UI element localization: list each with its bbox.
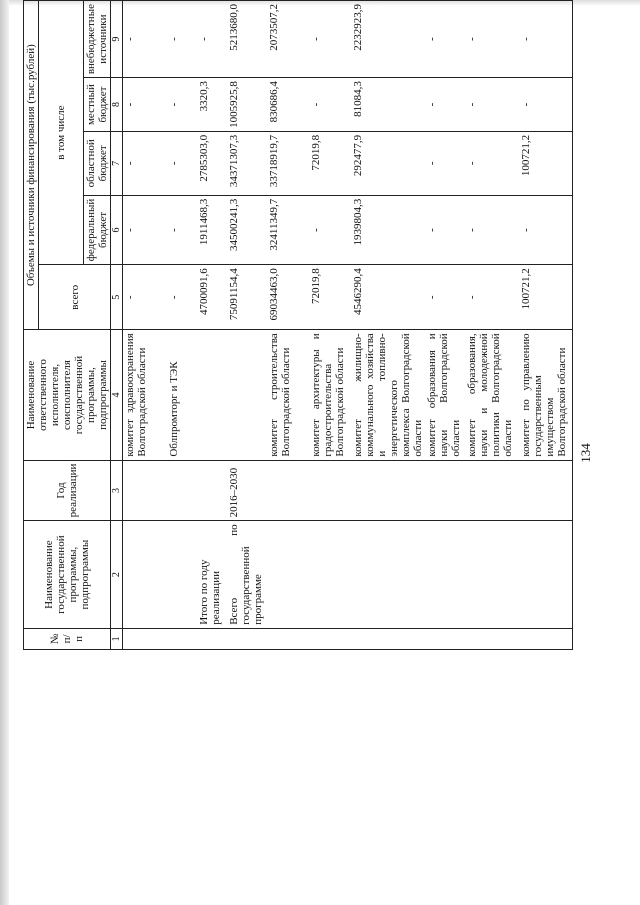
table-row xyxy=(227,1,267,650)
cell-local: - xyxy=(167,78,197,132)
cell-year xyxy=(519,460,573,521)
cell-executor: комитет архитектуры и градостроительства Волгоградской области xyxy=(309,330,351,460)
table-row xyxy=(519,1,573,650)
cell-local: - xyxy=(309,78,351,132)
column-number: 1 xyxy=(111,628,123,649)
header-name: Наименование государственной программы, подпрограммы xyxy=(24,521,111,628)
cell-name xyxy=(167,521,197,628)
cell-name xyxy=(309,521,351,628)
table-row xyxy=(267,1,309,650)
cell-regional: 34371307,3 xyxy=(227,131,267,195)
table-row xyxy=(309,1,351,650)
cell-total: 69034463,0 xyxy=(267,265,309,330)
cell-extra: - xyxy=(123,1,167,78)
cell-federal: - xyxy=(167,195,197,265)
cell-total: 4546290,4 xyxy=(351,265,425,330)
cell-extra: 5213680,0 xyxy=(227,1,267,78)
cell-regional: - xyxy=(167,131,197,195)
cell-federal: 1939804,3 xyxy=(351,195,425,265)
cell-federal: - xyxy=(123,195,167,265)
cell-extra: - xyxy=(425,1,465,78)
cell-name xyxy=(519,521,573,628)
cell-extra: 2073507,2 xyxy=(267,1,309,78)
cell-executor: комитет образования и науки Волгоградской области xyxy=(425,330,465,460)
column-number: 8 xyxy=(111,78,123,132)
column-number: 3 xyxy=(111,460,123,521)
cell-year xyxy=(425,460,465,521)
cell-federal: - xyxy=(519,195,573,265)
cell-total: - xyxy=(123,265,167,330)
cell-regional: 2785303,0 xyxy=(197,131,227,195)
cell-no xyxy=(267,628,309,649)
cell-executor: Облпромторг и ТЭК xyxy=(167,330,197,460)
cell-executor: комитет жилищно-коммунального хозяйства и топливно-энергетического комплекса Волгоградской области xyxy=(351,330,425,460)
cell-total: 4700091,6 xyxy=(197,265,227,330)
table-row xyxy=(351,1,425,650)
cell-year xyxy=(351,460,425,521)
cell-year: 2016–2030 xyxy=(227,460,267,521)
cell-no xyxy=(167,628,197,649)
cell-no xyxy=(425,628,465,649)
cell-local: 1005925,8 xyxy=(227,78,267,132)
cell-executor: комитет по управлению государственным имуществом Волгоградской области xyxy=(519,330,573,460)
cell-local: 830686,4 xyxy=(267,78,309,132)
cell-local: - xyxy=(465,78,519,132)
cell-no xyxy=(519,628,573,649)
cell-local: - xyxy=(425,78,465,132)
cell-federal: - xyxy=(465,195,519,265)
cell-regional: 100721,2 xyxy=(519,131,573,195)
cell-extra: - xyxy=(465,1,519,78)
cell-no xyxy=(351,628,425,649)
cell-executor: комитет образования, науки и молодежной политики Волгоградской области xyxy=(465,330,519,460)
column-number: 6 xyxy=(111,195,123,265)
cell-local: 81084,3 xyxy=(351,78,425,132)
header-year: Год реализации xyxy=(24,460,111,521)
cell-federal: - xyxy=(309,195,351,265)
cell-year xyxy=(197,460,227,521)
column-number-row xyxy=(111,1,123,650)
cell-total: - xyxy=(167,265,197,330)
cell-total: - xyxy=(425,265,465,330)
column-number: 2 xyxy=(111,521,123,628)
cell-regional: 33718919,7 xyxy=(267,131,309,195)
cell-total: - xyxy=(465,265,519,330)
table-row xyxy=(465,1,519,650)
column-number: 5 xyxy=(111,265,123,330)
cell-local: - xyxy=(123,78,167,132)
cell-extra: - xyxy=(197,1,227,78)
cell-year xyxy=(267,460,309,521)
cell-regional: 292477,9 xyxy=(351,131,425,195)
header-executor: Наименование ответственного исполнителя, соисполнителя государственной программы, подпрограммы xyxy=(24,330,111,460)
cell-name xyxy=(351,521,425,628)
header-extra: внебюджетные источники xyxy=(84,1,111,78)
cell-no xyxy=(309,628,351,649)
cell-no xyxy=(123,628,167,649)
cell-executor xyxy=(227,330,267,460)
cell-local: - xyxy=(519,78,573,132)
cell-regional: - xyxy=(425,131,465,195)
cell-executor: комитет строительства Волгоградской области xyxy=(267,330,309,460)
cell-year xyxy=(123,460,167,521)
cell-local: 3320,3 xyxy=(197,78,227,132)
header-federal: федеральный бюджет xyxy=(84,195,111,265)
header-volumes: Объемы и источники финансирования (тыс.рублей) xyxy=(24,1,39,330)
cell-total: 100721,2 xyxy=(519,265,573,330)
table-row xyxy=(167,1,197,650)
cell-name xyxy=(425,521,465,628)
cell-regional: - xyxy=(123,131,167,195)
cell-extra: - xyxy=(167,1,197,78)
cell-total: 72019,8 xyxy=(309,265,351,330)
cell-executor: комитет здравоохранения Волгоградской области xyxy=(123,330,167,460)
table-row xyxy=(425,1,465,650)
cell-extra: 2232923,9 xyxy=(351,1,425,78)
cell-no xyxy=(465,628,519,649)
cell-no xyxy=(227,628,267,649)
page-number: 134 xyxy=(578,443,593,463)
cell-federal: 32411349,7 xyxy=(267,195,309,265)
cell-no xyxy=(197,628,227,649)
cell-name xyxy=(123,521,167,628)
header-regional: областной бюджет xyxy=(84,131,111,195)
column-number: 4 xyxy=(111,330,123,460)
cell-executor xyxy=(197,330,227,460)
cell-total: 75091154,4 xyxy=(227,265,267,330)
cell-federal: - xyxy=(425,195,465,265)
column-number: 9 xyxy=(111,1,123,78)
cell-extra: - xyxy=(519,1,573,78)
header-local: местный бюджет xyxy=(84,78,111,132)
cell-name: Всего по государственной программе xyxy=(227,521,267,628)
column-number: 7 xyxy=(111,131,123,195)
cell-extra: - xyxy=(309,1,351,78)
header-including: в том числе xyxy=(39,1,84,265)
cell-year xyxy=(465,460,519,521)
cell-regional: - xyxy=(465,131,519,195)
cell-regional: 72019,8 xyxy=(309,131,351,195)
financing-table xyxy=(23,0,573,650)
cell-name xyxy=(465,521,519,628)
cell-name xyxy=(267,521,309,628)
cell-year xyxy=(309,460,351,521)
header-no: № п/п xyxy=(24,628,111,649)
table-row xyxy=(197,1,227,650)
cell-name: Итого по году реализации xyxy=(197,521,227,628)
table-row xyxy=(123,1,167,650)
header-total: всего xyxy=(39,265,111,330)
cell-year xyxy=(167,460,197,521)
cell-federal: 1911468,3 xyxy=(197,195,227,265)
cell-federal: 34500241,3 xyxy=(227,195,267,265)
